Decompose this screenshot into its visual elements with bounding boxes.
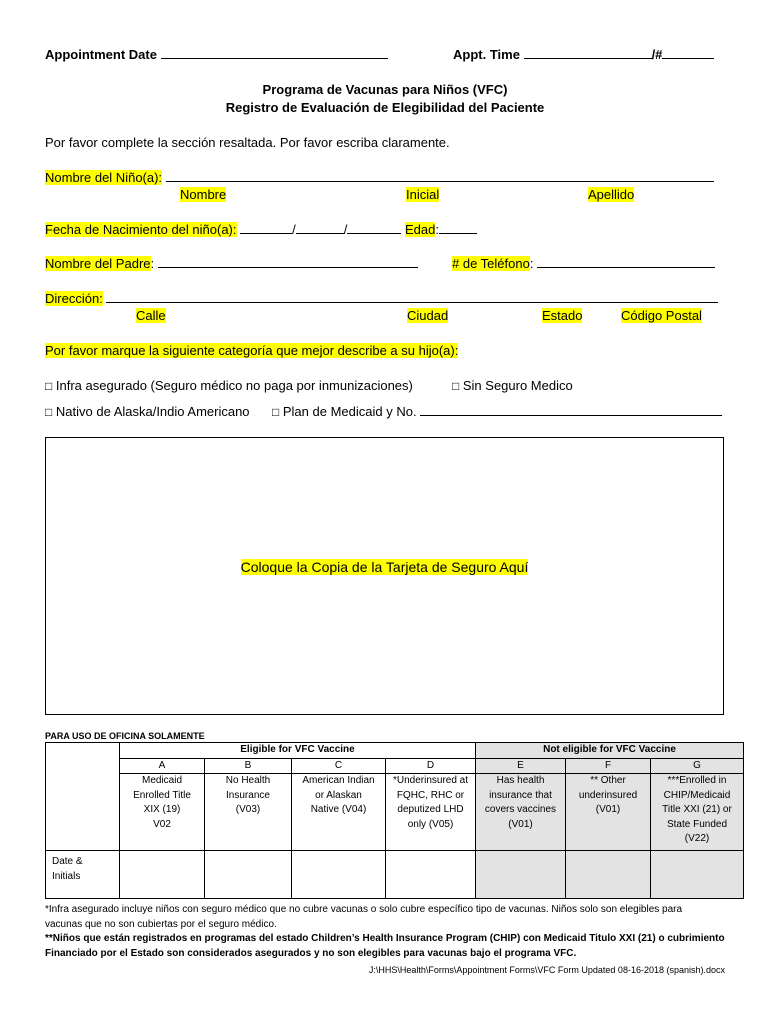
- column-letter: D: [386, 758, 476, 774]
- form-title: Programa de Vacunas para Niños (VFC): [262, 82, 508, 97]
- appointment-date-label: Appointment Date: [45, 47, 157, 62]
- child-name-field[interactable]: [166, 181, 714, 182]
- dob-separator-2: /: [343, 222, 348, 237]
- child-name-row: [45, 170, 714, 185]
- option-underinsured[interactable]: [45, 378, 413, 393]
- checkbox-icon[interactable]: □: [45, 379, 53, 393]
- address-label: Dirección:: [45, 291, 103, 306]
- zip-sublabel: Código Postal: [621, 308, 702, 323]
- option-native-label: Nativo de Alaska/Indio Americano: [55, 404, 250, 419]
- dob-label: Fecha de Nacimiento del niño(a):: [45, 222, 237, 237]
- child-name-label: Nombre del Niño(a):: [45, 170, 163, 185]
- appointment-hash-label: /#: [651, 47, 663, 62]
- footnote-underinsured: *Infra asegurado incluye niños con seguro médico que no cubre vacunas o solo cubre específico tipo de vacunas. Niños solo son elegibles para vacunas que no son cubiertas por el seguro médico.: [45, 904, 683, 930]
- option-medicaid-label: Plan de Medicaid y No.: [282, 404, 417, 419]
- appointment-number-field[interactable]: [662, 58, 714, 59]
- date-initials-cell[interactable]: [205, 851, 292, 899]
- column-description: ** Other underinsured (V01): [566, 774, 651, 851]
- appointment-time-label: Appt. Time: [453, 47, 520, 62]
- column-description: ***Enrolled in CHIP/Medicaid Title XXI (21) or State Funded (V22): [651, 774, 744, 851]
- checkbox-icon[interactable]: □: [452, 379, 460, 393]
- date-initials-cell[interactable]: [386, 851, 476, 899]
- medicaid-number-field[interactable]: [420, 415, 722, 416]
- child-first-name-sublabel: Nombre: [180, 187, 227, 202]
- age-field[interactable]: [439, 233, 477, 234]
- column-letter: E: [476, 758, 566, 774]
- column-letter: A: [120, 758, 205, 774]
- office-use-title: PARA USO DE OFICINA SOLAMENTE: [45, 731, 205, 741]
- phone-row: # de Teléfono:: [452, 256, 715, 271]
- child-last-name-sublabel: Apellido: [588, 187, 635, 202]
- address-field[interactable]: [106, 302, 718, 303]
- age-label: Edad: [405, 222, 436, 237]
- office-use-table: [45, 742, 744, 899]
- date-initials-cell[interactable]: [292, 851, 386, 899]
- column-description: No Health Insurance (V03): [205, 774, 292, 851]
- column-description: *Underinsured at FQHC, RHC or deputized LHD only (V05): [386, 774, 476, 851]
- column-description: American Indian or Alaskan Native (V04): [292, 774, 386, 851]
- appointment-date-field[interactable]: [161, 58, 388, 59]
- column-description: Medicaid Enrolled Title XIX (19) V02: [120, 774, 205, 851]
- dob-day-field[interactable]: [296, 233, 344, 234]
- street-sublabel: Calle: [136, 308, 166, 323]
- parent-name-field[interactable]: [158, 267, 418, 268]
- eligible-header: Eligible for VFC Vaccine: [120, 743, 476, 759]
- state-sublabel: Estado: [542, 308, 583, 323]
- city-sublabel: Ciudad: [407, 308, 449, 323]
- checkbox-icon[interactable]: □: [272, 405, 280, 419]
- parent-name-label: Nombre del Padre: [45, 256, 151, 271]
- date-initials-cell[interactable]: [476, 851, 566, 899]
- child-initial-sublabel: Inicial: [406, 187, 440, 202]
- file-path: J:\HHS\Health\Forms\Appointment Forms\VFC Form Updated 08-16-2018 (spanish).docx: [368, 965, 725, 975]
- date-initials-cell[interactable]: [566, 851, 651, 899]
- option-underinsured-label: Infra asegurado (Seguro médico no paga por inmunizaciones): [55, 378, 413, 393]
- appointment-time-row: [453, 47, 714, 62]
- footnote-chip: **Niños que están registrados en programas del estado Children’s Health Insurance Program (CHIP) con Medicaid Titulo XXI (21) o cubrimiento Financiado por el Estado son considerados asegurados y no son elegibles para vacunas bajo el programa VFC.: [45, 933, 725, 959]
- category-prompt: Por favor marque la siguiente categoría que mejor describe a su hijo(a):: [45, 343, 459, 358]
- option-uninsured[interactable]: [452, 378, 573, 393]
- insurance-card-area[interactable]: [45, 437, 724, 715]
- address-row: [45, 291, 718, 306]
- option-medicaid[interactable]: [272, 404, 722, 419]
- dob-month-field[interactable]: [240, 233, 292, 234]
- column-letter: G: [651, 758, 744, 774]
- not-eligible-header: Not eligible for VFC Vaccine: [476, 743, 744, 759]
- appointment-time-field[interactable]: [524, 58, 652, 59]
- date-initials-cell[interactable]: [120, 851, 205, 899]
- checkbox-icon[interactable]: □: [45, 405, 53, 419]
- option-uninsured-label: Sin Seguro Medico: [462, 378, 573, 393]
- column-letter: B: [205, 758, 292, 774]
- form-subtitle: Registro de Evaluación de Elegibilidad del Paciente: [225, 100, 545, 115]
- instructions-text: Por favor complete la sección resaltada. Por favor escriba claramente.: [45, 135, 450, 150]
- insurance-card-label: Coloque la Copia de la Tarjeta de Seguro Aquí: [240, 559, 529, 575]
- appointment-date-row: [45, 47, 388, 62]
- dob-year-field[interactable]: [347, 233, 401, 234]
- parent-row: Nombre del Padre:: [45, 256, 418, 271]
- phone-label: # de Teléfono: [452, 256, 530, 271]
- dob-separator-1: /: [292, 222, 296, 237]
- dob-row: Fecha de Nacimiento del niño(a): / / Edad:: [45, 222, 477, 237]
- column-description: Has health insurance that covers vaccines (V01): [476, 774, 566, 851]
- date-initials-cell[interactable]: [651, 851, 744, 899]
- date-initials-label: Date & Initials: [46, 851, 120, 899]
- phone-field[interactable]: [537, 267, 715, 268]
- office-table-corner: [46, 743, 120, 851]
- option-native[interactable]: [45, 404, 250, 419]
- column-letter: F: [566, 758, 651, 774]
- column-letter: C: [292, 758, 386, 774]
